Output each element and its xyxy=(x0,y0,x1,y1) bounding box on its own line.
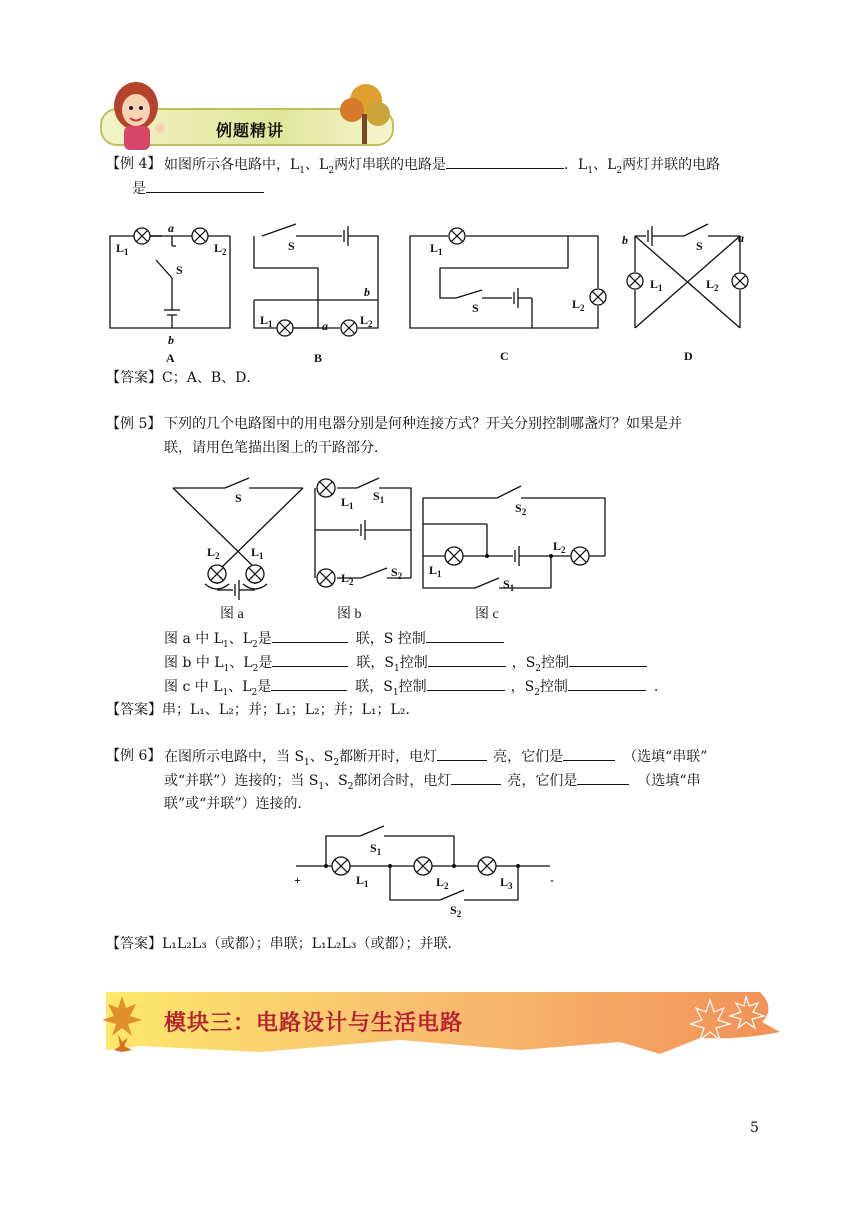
ex4-circuit-figures xyxy=(100,212,760,372)
maple-leaf-icon xyxy=(102,990,146,1056)
ex5-question-b: 图 b 中 $L_1$、$L_2$是 联，$S_1$控制 ，$S_2$控制 xyxy=(164,650,647,681)
svg-text:a: a xyxy=(738,231,744,245)
svg-text:S: S xyxy=(472,301,479,315)
ex5-label: 【例 5】 xyxy=(106,416,162,432)
ex6-label: 【例 6】 xyxy=(106,748,162,764)
svg-text:S1: $S_1$ xyxy=(370,841,382,857)
ex5-answer: 【答案】串；L₁、L₂；并；L₁；L₂；并；L₁；L₂． xyxy=(106,702,420,718)
blank-c-s2[interactable] xyxy=(568,674,646,691)
ex4-blank-series[interactable] xyxy=(446,152,564,169)
svg-text:a: a xyxy=(168,221,174,235)
blank-a-s[interactable] xyxy=(426,626,504,643)
svg-text:L1: $L_1$ xyxy=(430,241,443,257)
svg-text:L1: $L_1$ xyxy=(341,495,354,511)
maple-leaf-outline-icon xyxy=(690,994,770,1048)
svg-text:L2: $L_2$ xyxy=(572,297,585,313)
svg-text:a: a xyxy=(322,319,328,333)
blank-b-s1[interactable] xyxy=(428,650,506,667)
ex4-question-line1: 如图所示各电路中，$L_1$、$L_2$两灯串联的电路是 ．$L_1$、$L_2$两灯并联的电路 xyxy=(164,152,764,183)
svg-text:S1: $S_1$ xyxy=(503,577,515,593)
ex5-question-c: 图 c 中 $L_1$、$L_2$是 联，$S_1$控制 ，$S_2$控制 . xyxy=(164,674,658,705)
ex4-label: 【例 4】 xyxy=(106,156,162,172)
blank-c-type[interactable] xyxy=(271,674,347,691)
svg-text:L2: $L_2$ xyxy=(436,875,449,891)
svg-text:L2: $L_2$ xyxy=(706,277,719,293)
ex4-question-line2: 是 xyxy=(132,176,264,201)
caption-fig-b: 图 b xyxy=(337,607,362,622)
svg-text:L1: $L_1$ xyxy=(650,277,663,293)
ex6-question-line1: 在图所示电路中，当 $S_1$、$S_2$都断开时，电灯 亮，它们是 （选填“串联” xyxy=(164,744,764,775)
blank-c-s1[interactable] xyxy=(427,674,505,691)
svg-text:L1: $L_1$ xyxy=(429,563,442,579)
svg-text:b: b xyxy=(622,233,628,247)
svg-text:L2: $L_2$ xyxy=(341,571,354,587)
svg-text:S: S xyxy=(696,239,703,253)
svg-text:L1: $L_1$ xyxy=(260,313,273,329)
blank-a-type[interactable] xyxy=(272,626,348,643)
fig-label-d: D xyxy=(684,349,693,363)
svg-text:S: S xyxy=(288,239,295,253)
page-number: 5 xyxy=(750,1120,759,1136)
svg-text:L2: $L_2$ xyxy=(214,241,227,257)
ex5-question-a: 图 a 中 $L_1$、$L_2$是 联，S 控制 xyxy=(164,626,504,657)
svg-text:S1: $S_1$ xyxy=(373,489,385,505)
module-title: 模块三：电路设计与生活电路 xyxy=(164,1011,464,1036)
ex4-blank-parallel[interactable] xyxy=(146,176,264,193)
negative-terminal: - xyxy=(550,873,554,887)
blank-b-s2[interactable] xyxy=(569,650,647,667)
ex4-answer: 【答案】C；A、B、D． xyxy=(106,370,261,386)
ex5-question-line2: 联，请用色笔描出图上的干路部分． xyxy=(164,440,388,456)
svg-text:b: b xyxy=(168,333,174,347)
ex6-answer: 【答案】L₁L₂L₃（或都）；串联；L₁L₂L₃（或都）；并联． xyxy=(106,936,462,952)
ex6-circuit-figure xyxy=(290,818,570,918)
fig-label-b: B xyxy=(314,351,323,365)
ex5-circuit-figures xyxy=(165,472,615,626)
ex6-blank-1[interactable] xyxy=(437,744,487,761)
svg-text:S2: $S_2$ xyxy=(515,501,527,517)
module-banner xyxy=(100,988,780,1058)
svg-text:L1: $L_1$ xyxy=(356,873,369,889)
svg-text:b: b xyxy=(364,285,370,299)
svg-text:S: S xyxy=(176,263,183,277)
fig-label-a: A xyxy=(166,351,175,365)
section-title: 例题精讲 xyxy=(216,121,285,140)
caption-fig-c: 图 c xyxy=(475,607,499,622)
svg-text:S2: $S_2$ xyxy=(391,565,403,581)
svg-text:L2: $L_2$ xyxy=(553,539,566,555)
svg-text:S: S xyxy=(235,491,242,505)
svg-text:L1: $L_1$ xyxy=(116,241,129,257)
section-banner xyxy=(100,100,390,150)
fig-label-c: C xyxy=(500,349,509,363)
ex6-question-line3: 联”或“并联”）连接的． xyxy=(164,796,312,812)
ex5-question-line1: 下列的几个电路图中的用电器分别是何种连接方式？开关分别控制哪盏灯？如果是并 xyxy=(164,416,682,432)
svg-text:L2: $L_2$ xyxy=(360,313,373,329)
blank-b-type[interactable] xyxy=(272,650,348,667)
autumn-tree-icon xyxy=(332,80,394,150)
ex6-question-line2: 或“并联”）连接的；当 $S_1$、$S_2$都闭合时，电灯 亮，它们是 （选填“串 xyxy=(164,768,764,799)
svg-text:L1: $L_1$ xyxy=(251,545,264,561)
positive-terminal: + xyxy=(294,873,301,887)
ex6-blank-4[interactable] xyxy=(577,768,629,785)
svg-text:L2: $L_2$ xyxy=(207,545,220,561)
svg-text:S2: $S_2$ xyxy=(450,903,462,918)
svg-text:L3: $L_3$ xyxy=(500,875,513,891)
ex6-blank-3[interactable] xyxy=(451,768,501,785)
caption-fig-a: 图 a xyxy=(220,607,244,622)
girl-cartoon-icon xyxy=(104,78,174,152)
ex6-blank-2[interactable] xyxy=(563,744,615,761)
